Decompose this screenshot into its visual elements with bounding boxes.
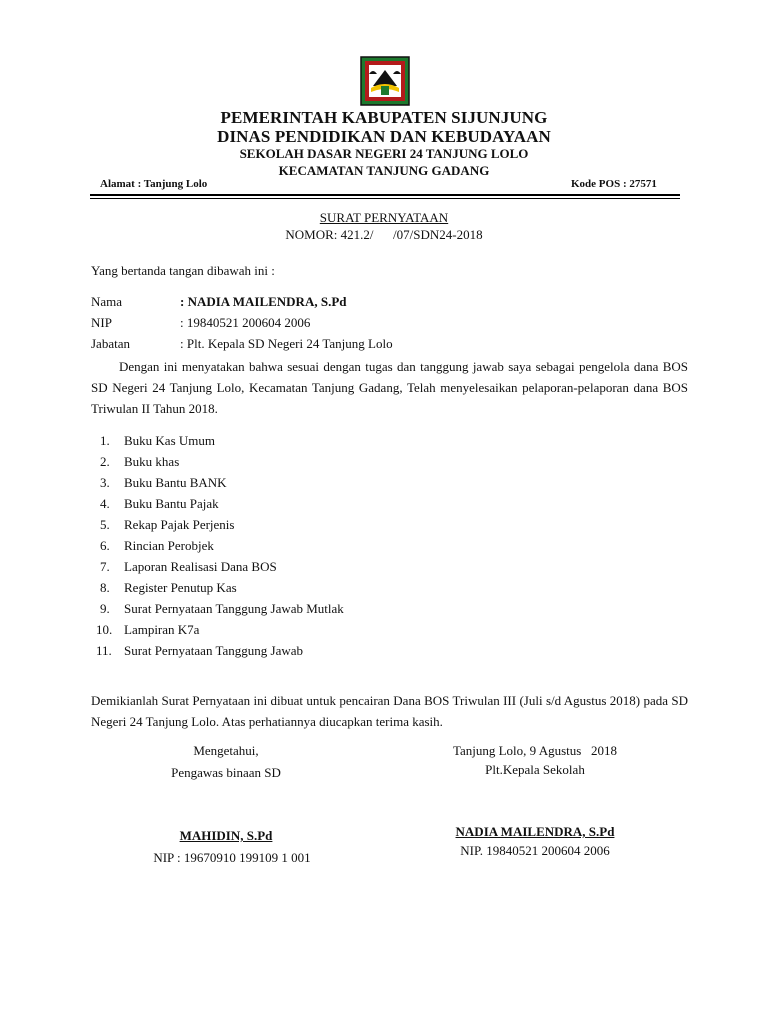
header-line-government: PEMERINTAH KABUPATEN SIJUNJUNG (220, 108, 548, 127)
signature-left-role: Pengawas binaan SD (171, 765, 281, 780)
list-item: 4. Buku Bantu Pajak (100, 496, 219, 511)
list-item: 5. Rekap Pajak Perjenis (100, 517, 235, 532)
header-line-department: DINAS PENDIDIKAN DAN KEBUDAYAAN (217, 127, 551, 146)
report-document-list (96, 430, 344, 661)
field-label-nip: NIP (91, 315, 112, 330)
list-item: 3. Buku Bantu BANK (100, 475, 227, 490)
letterhead-divider-thick (90, 194, 680, 196)
list-item: 7. Laporan Realisasi Dana BOS (100, 559, 277, 574)
header-line-school: SEKOLAH DASAR NEGERI 24 TANJUNG LOLO (239, 146, 529, 161)
signature-right-nip: NIP. 19840521 200604 2006 (460, 843, 610, 858)
intro-text: Yang bertanda tangan dibawah ini : (91, 263, 275, 278)
document-title: SURAT PERNYATAAN (319, 210, 449, 225)
signature-left-nip: NIP : 19670910 199109 1 001 (153, 850, 311, 865)
field-value-position: : Plt. Kepala SD Negeri 24 Tanjung Lolo (180, 336, 393, 351)
list-item: 8. Register Penutup Kas (100, 580, 237, 595)
signature-right-place-date: Tanjung Lolo, 9 Agustus 2018 (452, 743, 618, 758)
statement-paragraph: Dengan ini menyatakan bahwa sesuai dengan tugas dan tanggung jawab saya sebagai pengelola dana BOS SD Negeri 24 Tanjung Lolo, Kecamatan Tanjung Gadang, Telah menyelesaikan pelaporan-pelaporan dana BOS Triwulan II Tahun 2018. (91, 359, 688, 416)
closing-paragraph: Demikianlah Surat Pernyataan ini dibuat untuk pencairan Dana BOS Triwulan III (Juli s/d Agustus 2018) pada SD Negeri 24 Tanjung Lolo. Atas perhatiannya diucapkan terima kasih. (91, 693, 688, 729)
list-item: 2. Buku khas (100, 454, 180, 469)
field-value-nip: : 19840521 200604 2006 (180, 315, 311, 330)
list-item: 11. Surat Pernyataan Tanggung Jawab (96, 643, 303, 658)
document-number: NOMOR: 421.2/ /07/SDN24-2018 (285, 227, 483, 242)
header-postal-code: Kode POS : 27571 (571, 178, 657, 190)
list-item: 10. Lampiran K7a (96, 622, 200, 637)
field-value-name: : NADIA MAILENDRA, S.Pd (180, 294, 347, 309)
list-item: 9. Surat Pernyataan Tanggung Jawab Mutlak (100, 601, 344, 616)
list-item: 1. Buku Kas Umum (100, 433, 215, 448)
field-label-position: Jabatan (91, 336, 130, 351)
signature-left-name: MAHIDIN, S.Pd (179, 828, 273, 843)
signature-left-acknowledge: Mengetahui, (193, 743, 259, 758)
regency-logo-icon (360, 56, 410, 106)
header-line-district: KECAMATAN TANJUNG GADANG (278, 163, 490, 178)
list-item: 6. Rincian Perobjek (100, 538, 214, 553)
header-address: Alamat : Tanjung Lolo (100, 178, 208, 190)
signature-right-role: Plt.Kepala Sekolah (485, 762, 585, 777)
letterhead-divider-thin (90, 198, 680, 199)
signature-right-name: NADIA MAILENDRA, S.Pd (455, 824, 615, 839)
field-label-name: Nama (91, 294, 123, 309)
